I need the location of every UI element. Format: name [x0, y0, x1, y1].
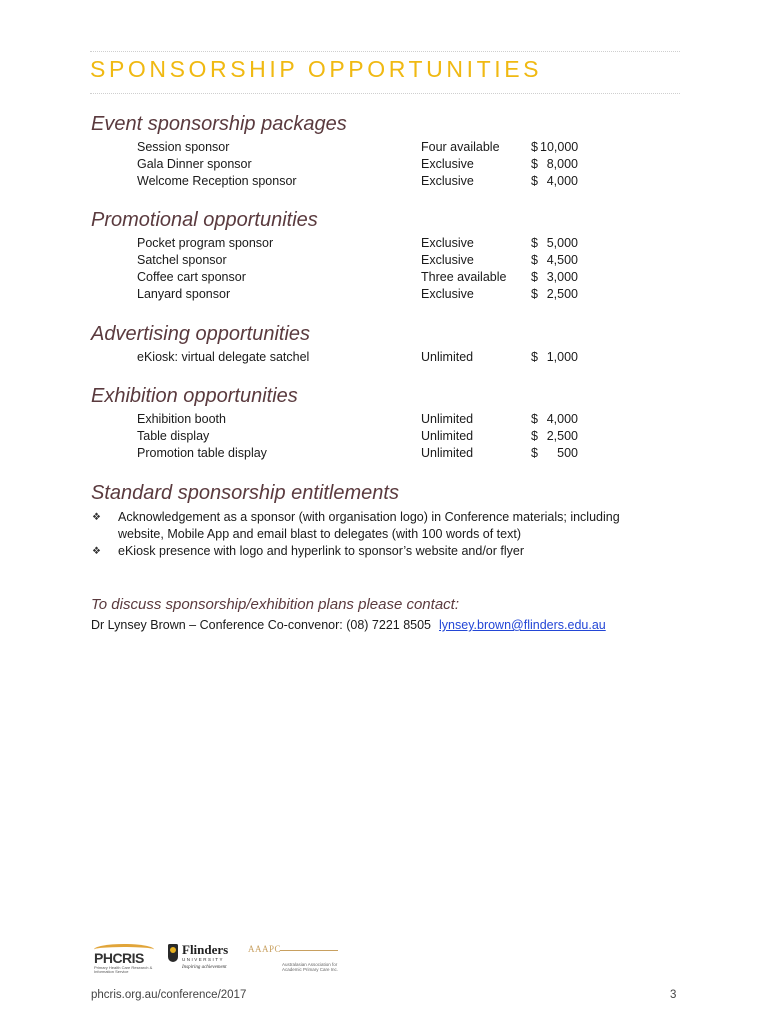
- currency-symbol: $: [531, 287, 538, 301]
- package-availability: Three available: [421, 270, 507, 284]
- phcris-wordmark: PHCRIS: [94, 950, 144, 966]
- package-price: 1,000: [546, 350, 578, 364]
- package-name: Table display: [137, 429, 210, 443]
- package-price: 3,000: [546, 270, 578, 284]
- package-price: 500: [557, 446, 578, 460]
- diamond-bullet-icon: ❖: [92, 512, 101, 523]
- currency-symbol: $: [531, 429, 538, 443]
- section-heading-advertising: Advertising opportunities: [91, 323, 311, 345]
- package-availability: Unlimited: [421, 429, 474, 443]
- package-name: Welcome Reception sponsor: [137, 174, 297, 188]
- package-row: [0, 429, 770, 446]
- section-heading-exhibition: Exhibition opportunities: [91, 385, 298, 407]
- package-price: 2,500: [546, 287, 578, 301]
- package-name: Coffee cart sponsor: [137, 270, 246, 284]
- phcris-logo: [92, 944, 158, 974]
- package-availability: Unlimited: [421, 446, 474, 460]
- currency-symbol: $: [531, 412, 538, 426]
- package-price: 8,000: [546, 157, 578, 171]
- flinders-tagline: Inspiring achievement: [182, 965, 227, 970]
- package-row: [0, 236, 770, 253]
- package-name: Pocket program sponsor: [137, 236, 274, 250]
- package-availability: Exclusive: [421, 236, 474, 250]
- aaapc-abbr: AAAPC: [248, 944, 282, 954]
- package-name: Gala Dinner sponsor: [137, 157, 252, 171]
- package-name: eKiosk: virtual delegate satchel: [137, 350, 310, 364]
- package-row: [0, 174, 770, 191]
- footer-url: phcris.org.au/conference/2017: [91, 989, 247, 1001]
- currency-symbol: $: [531, 236, 538, 250]
- contact-line: [91, 618, 606, 632]
- package-name: Satchel sponsor: [137, 253, 227, 267]
- package-name: Exhibition booth: [137, 412, 226, 426]
- entitlement-text: Acknowledgement as a sponsor (with organisation logo) in Conference materials; including website, Mobile App and email blast to delegates (with 100 words of text): [118, 510, 620, 541]
- package-row: [0, 350, 770, 367]
- currency-symbol: $: [531, 270, 538, 284]
- package-name: Session sponsor: [137, 140, 230, 154]
- package-price: 10,000: [540, 140, 579, 154]
- phcris-subtitle: Primary Health Care Research & Information Service: [94, 965, 153, 974]
- aaapc-full-name: Australasian Association for Academic Primary Care Inc.: [282, 962, 339, 972]
- flinders-name: Flinders: [182, 942, 229, 957]
- currency-symbol: $: [531, 253, 538, 267]
- package-name: Promotion table display: [137, 446, 267, 460]
- entitlement-text: eKiosk presence with logo and hyperlink to sponsor’s website and/or flyer: [118, 544, 525, 558]
- package-availability: Exclusive: [421, 174, 474, 188]
- package-row: [0, 270, 770, 287]
- package-availability: Exclusive: [421, 253, 474, 267]
- top-rule: [90, 51, 680, 52]
- package-availability: Exclusive: [421, 157, 474, 171]
- sponsor-logos: [92, 942, 342, 976]
- package-price: 5,000: [546, 236, 578, 250]
- package-availability: Unlimited: [421, 412, 474, 426]
- package-price: 4,500: [546, 253, 578, 267]
- package-row: [0, 287, 770, 304]
- package-price: 4,000: [546, 174, 578, 188]
- section-heading-promotional: Promotional opportunities: [91, 209, 318, 231]
- package-availability: Unlimited: [421, 350, 474, 364]
- title-rule: [90, 93, 680, 94]
- aaapc-logo: [248, 942, 342, 976]
- aaapc-line: [280, 950, 338, 951]
- package-row: [0, 157, 770, 174]
- package-name: Lanyard sponsor: [137, 287, 231, 301]
- currency-symbol: $: [531, 140, 538, 154]
- package-row: [0, 412, 770, 429]
- flinders-university: UNIVERSITY: [182, 957, 225, 962]
- package-availability: Four available: [421, 140, 500, 154]
- currency-symbol: $: [531, 174, 538, 188]
- package-row: [0, 140, 770, 157]
- currency-symbol: $: [531, 157, 538, 171]
- shield-icon: [168, 944, 178, 962]
- page-title: SPONSORSHIP OPPORTUNITIES: [90, 56, 543, 82]
- section-heading-event: Event sponsorship packages: [91, 113, 347, 135]
- contact-text: Dr Lynsey Brown – Conference Co-convenor: (08) 7221 8505: [91, 618, 432, 632]
- diamond-bullet-icon: ❖: [92, 546, 101, 557]
- contact-email-link[interactable]: lynsey.brown@flinders.edu.au: [439, 618, 606, 632]
- page-number: 3: [670, 989, 677, 1001]
- package-price: 4,000: [546, 412, 578, 426]
- contact-heading: To discuss sponsorship/exhibition plans please contact:: [91, 596, 459, 613]
- currency-symbol: $: [531, 350, 538, 364]
- package-price: 2,500: [546, 429, 578, 443]
- package-row: [0, 446, 770, 463]
- package-availability: Exclusive: [421, 287, 474, 301]
- currency-symbol: $: [531, 446, 538, 460]
- package-row: [0, 253, 770, 270]
- section-heading-entitlements: Standard sponsorship entitlements: [91, 482, 399, 504]
- flinders-logo: [168, 942, 238, 976]
